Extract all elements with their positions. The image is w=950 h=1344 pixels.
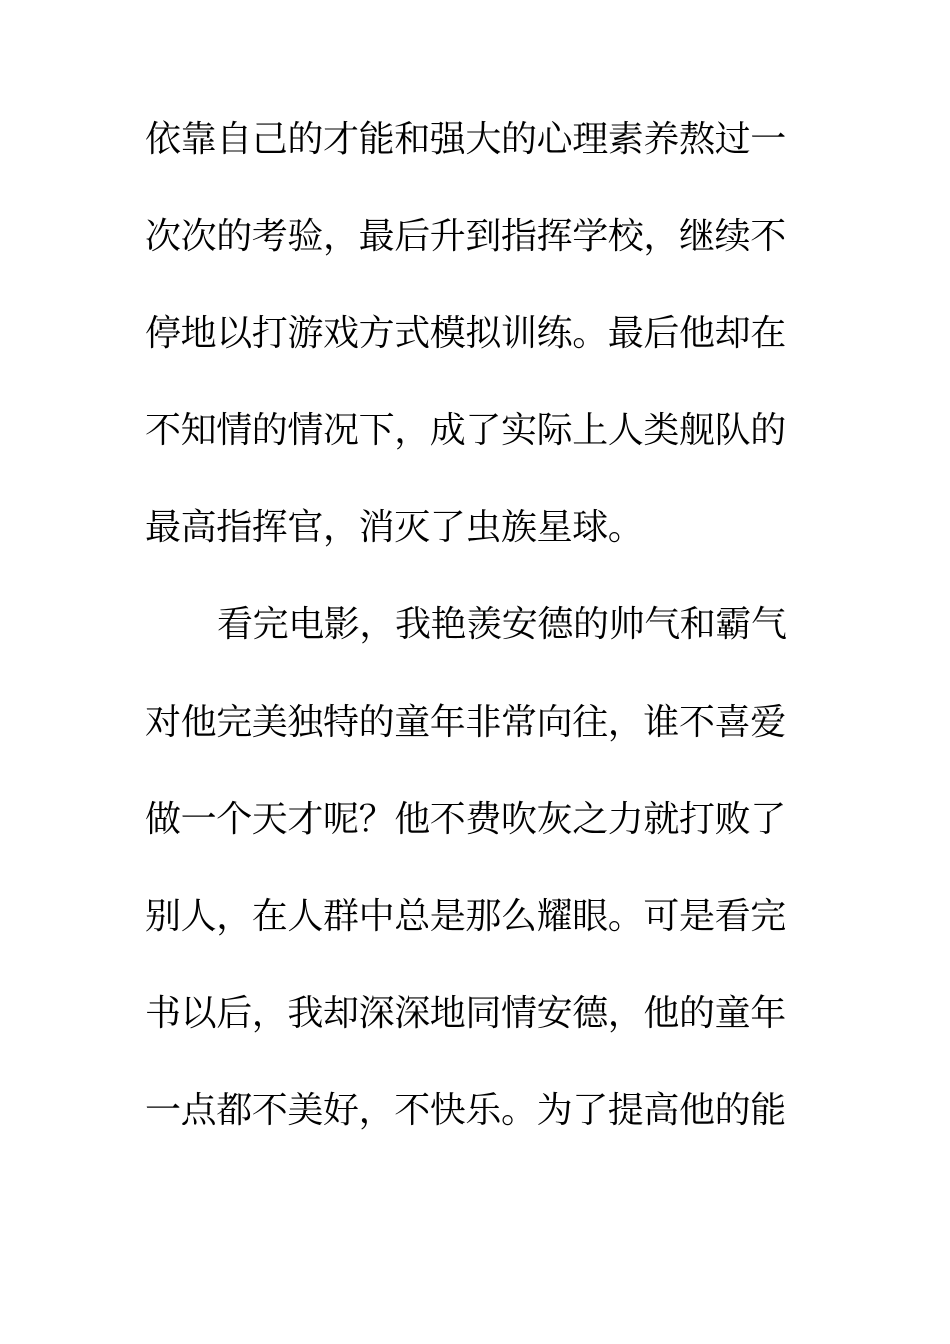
text-line: 依靠自己的才能和强大的心理素养熬过一: [145, 119, 786, 160]
paragraph-start-line: 看完电影，我艳羡安德的帅气和霸气: [217, 604, 787, 646]
text-line: 对他完美独特的童年非常向往，谁不喜爱: [145, 701, 786, 743]
text-line: 书以后，我却深深地同情安德，他的童年: [145, 992, 786, 1034]
text-line: 别人，在人群中总是那么耀眼。可是看完: [145, 895, 786, 937]
text-line: 最高指挥官，消灭了虫族星球。: [145, 507, 644, 549]
text-line: 一点都不美好，不快乐。为了提高他的能: [145, 1089, 786, 1131]
text-line: 次次的考验，最后升到指挥学校，继续不: [145, 216, 786, 258]
body-text: [145, 119, 805, 1190]
text-line: 停地以打游戏方式模拟训练。最后他却在: [145, 313, 786, 355]
text-line: 不知情的情况下，成了实际上人类舰队的: [145, 410, 786, 452]
text-line: 做一个天才呢？他不费吹灰之力就打败了: [145, 798, 786, 840]
